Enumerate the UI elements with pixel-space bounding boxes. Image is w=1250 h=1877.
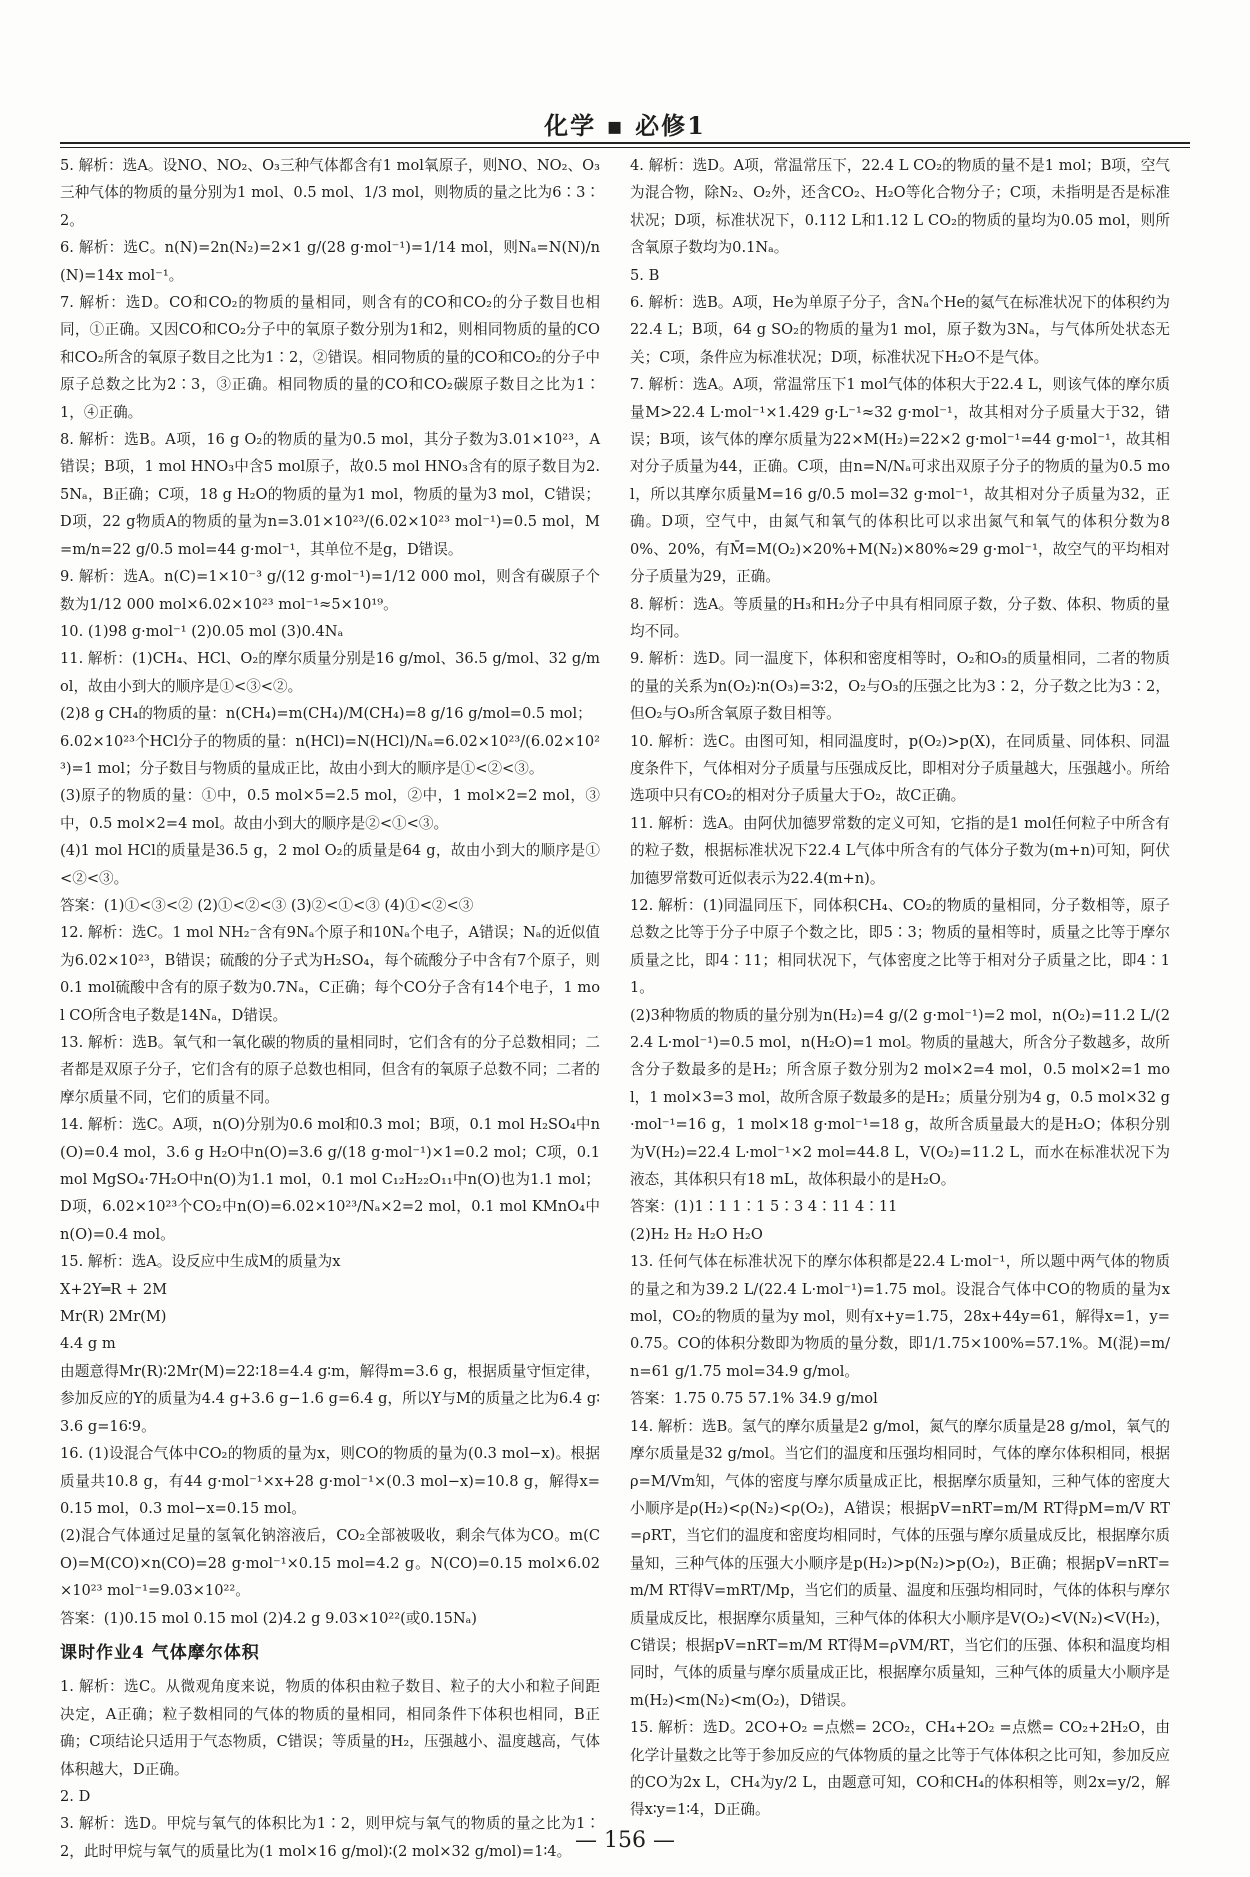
left-paragraph: 14. 解析：选C。A项，n(O)分别为0.6 mol和0.3 mol；B项，0.1 mol H₂SO₄中n(O)=0.4 mol，3.6 g H₂O中n(O)=3.6 g/(18 g·mol⁻¹)×1=0.2 mol；C项，0.1 mol MgSO₄·7H₂O中n(O)为1.1 mol，0.1 mol C₁₂H₂₂O₁₁中n(O)也为1.1 mol；D项，6.02×10²³个CO₂中n(O)=6.02×10²³/Nₐ×2=2 mol，0.1 mol KMnO₄中n(O)=0.4 mol。: [60, 1116, 600, 1243]
left-paragraph: 13. 解析：选B。氧气和一氧化碳的物质的量相同时，它们含有的分子总数相同；二者都是双原子分子，它们含有的原子总数也相同，但含有的氧原子总数不同；二者的摩尔质量不同，它们的质量不同。: [60, 1034, 600, 1106]
left-paragraph: 8. 解析：选B。A项，16 g O₂的物质的量为0.5 mol，其分子数为3.01×10²³，A错误；B项，1 mol HNO₃中含5 mol原子，故0.5 mol HNO₃含有的原子数目为2.5Nₐ，B正确；C项，18 g H₂O的物质的量为1 mol，物质的量为3 mol，C错误；D项，22 g物质A的物质的量为n=3.01×10²³/(6.02×10²³ mol⁻¹)=0.5 mol，M=m/n=22 g/0.5 mol=44 g·mol⁻¹，其单位不是g，D错误。: [60, 431, 600, 558]
right-paragraph: 14. 解析：选B。氢气的摩尔质量是2 g/mol，氮气的摩尔质量是28 g/mol，氧气的摩尔质量是32 g/mol。当它们的温度和压强均相同时，气体的摩尔体积相同，根据ρ=M/Vm知，气体的密度与摩尔质量成正比，根据摩尔质量知，三种气体的密度大小顺序是ρ(H₂)<ρ(N₂)<ρ(O₂)，A错误；根据pV=nRT=m/M RT得pM=m/V RT=ρRT，当它们的温度和密度均相同时，气体的压强与摩尔质量成反比，根据摩尔质量知，三种气体的压强大小顺序是p(H₂)>p(N₂)>p(O₂)，B正确；根据pV=nRT=m/M RT得V=mRT/Mp，当它们的质量、温度和压强均相同时，气体的体积与摩尔质量成反比，根据摩尔质量知，三种气体的体积大小顺序是V(O₂)<V(N₂)<V(H₂)，C错误；根据pV=nRT=m/M RT得M=ρVM/RT，当它们的压强、体积和温度均相同时，气体的质量与摩尔质量成正比，根据摩尔质量知，三种气体的质量大小顺序是m(H₂)<m(N₂)<m(O₂)，D错误。: [630, 1417, 1170, 1709]
right-paragraph: 答案：1.75 0.75 57.1% 34.9 g/mol: [630, 1390, 878, 1408]
left-paragraph: 2. D: [60, 1787, 91, 1805]
left-paragraph: 5. 解析：选A。设NO、NO₂、O₃三种气体都含有1 mol氧原子，则NO、NO₂、O₃三种气体的物质的量分别为1 mol、0.5 mol、1/3 mol，则物质的量之比为6∶3∶2。: [60, 157, 600, 229]
right-paragraph: 8. 解析：选A。等质量的H₃和H₂分子中具有相同原子数，分子数、体积、物质的量均不同。: [630, 595, 1170, 640]
left-paragraph: 6. 解析：选C。n(N)=2n(N₂)=2×1 g/(28 g·mol⁻¹)=1/14 mol，则Nₐ=N(N)/n(N)=14x mol⁻¹。: [60, 239, 600, 284]
right-paragraph: 13. 任何气体在标准状况下的摩尔体积都是22.4 L·mol⁻¹，所以题中两气体的物质的量之和为39.2 L/(22.4 L·mol⁻¹)=1.75 mol。设混合气体中CO的物质的量为x mol，CO₂的物质的量为y mol，则有x+y=1.75，28x+44y=61，解得x=1，y=0.75。CO的体积分数即为物质的量分数，即1/1.75×100%=57.1%。M(混)=m/n=61 g/1.75 mol=34.9 g/mol。: [630, 1253, 1170, 1380]
left-paragraph: 1. 解析：选C。从微观角度来说，物质的体积由粒子数目、粒子的大小和粒子间距决定，A正确；粒子数相同的气体的物质的量相同，相同条件下体积也相同，B正确；C项结论只适用于气态物质，C错误；等质量的H₂，压强越小、温度越高，气体体积越大，D正确。: [60, 1678, 600, 1778]
right-paragraph: 15. 解析：选D。2CO+O₂ =点燃= 2CO₂，CH₄+2O₂ =点燃= CO₂+2H₂O，由化学计量数之比等于参加反应的气体物质的量之比等于气体体积之比可知，参加反应的CO为2x L，CH₄为y/2 L，由题意可知，CO和CH₄的体积相等，则2x=y/2，解得x∶y=1∶4，D正确。: [630, 1719, 1170, 1819]
right-paragraph: 10. 解析：选C。由图可知，相同温度时，p(O₂)>p(X)，在同质量、同体积、同温度条件下，气体相对分子质量与压强成反比，即相对分子质量越大，压强越小。所给选项中只有CO₂的相对分子质量大于O₂，故C正确。: [630, 732, 1170, 805]
left-paragraph: (3)原子的物质的量：①中，0.5 mol×5=2.5 mol，②中，1 mol×2=2 mol，③中，0.5 mol×2=4 mol。故由小到大的顺序是②<①<③。: [60, 787, 600, 832]
left-paragraph: (4)1 mol HCl的质量是36.5 g，2 mol O₂的质量是64 g，故由小到大的顺序是①<②<③。: [60, 842, 600, 887]
right-paragraph: 4. 解析：选D。A项，常温常压下，22.4 L CO₂的物质的量不是1 mol；B项，空气为混合物，除N₂、O₂外，还含CO₂、H₂O等化合物分子；C项，未指明是否是标准状况；D项，标准状况下，0.112 L和1.12 L CO₂的物质的量均为0.05 mol，则所含氧原子数均为0.1Nₐ。: [630, 157, 1170, 257]
right-paragraph: 12. 解析：(1)同温同压下，同体积CH₄、CO₂的物质的量相同，分子数相等，原子总数之比等于分子中原子个数之比，即5∶3；物质的量相等时，质量之比等于摩尔质量之比，即4∶11；相同状况下，气体密度之比等于相对分子质量之比，即4∶11。: [630, 896, 1170, 997]
left-paragraph: 9. 解析：选A。n(C)=1×10⁻³ g/(12 g·mol⁻¹)=1/12 000 mol，则含有碳原子个数为1/12 000 mol×6.02×10²³ mol⁻¹≈5×10¹⁹。: [60, 568, 600, 613]
left-paragraph: 3. 解析：选D。甲烷与氧气的体积比为1∶2，则甲烷与氧气的物质的量之比为1∶2，此时甲烷与氧气的质量比为(1 mol×16 g/mol)∶(2 mol×32 g/mol)=1∶4。: [60, 1815, 600, 1860]
right-paragraph: 11. 解析：选A。由阿伏加德罗常数的定义可知，它指的是1 mol任何粒子中所含有的粒子数，根据标准状况下22.4 L气体中所含有的气体分子数为(m+n)可知，阿伏加德罗常数可近似表示为22.4(m+n)。: [630, 814, 1170, 887]
left-paragraph: Mr(R) 2Mr(M): [60, 1308, 167, 1326]
left-paragraph: X+2Y═R + 2M: [60, 1280, 168, 1298]
left-paragraph: 10. (1)98 g·mol⁻¹ (2)0.05 mol (3)0.4Nₐ: [60, 622, 344, 640]
header-rule: [60, 142, 1190, 144]
left-paragraph: (2)混合气体通过足量的氢氧化钠溶液后，CO₂全部被吸收，剩余气体为CO。m(CO)=M(CO)×n(CO)=28 g·mol⁻¹×0.15 mol=4.2 g。N(CO)=0.15 mol×6.02×10²³ mol⁻¹=9.03×10²²。: [60, 1527, 600, 1600]
right-column: [630, 152, 1170, 1819]
left-paragraph: 11. 解析：(1)CH₄、HCl、O₂的摩尔质量分别是16 g/mol、36.5 g/mol、32 g/mol，故由小到大的顺序是①<③<②。: [60, 650, 600, 695]
left-paragraph: 16. (1)设混合气体中CO₂的物质的量为x，则CO的物质的量为(0.3 mol−x)。根据质量共10.8 g，有44 g·mol⁻¹×x+28 g·mol⁻¹×(0.3 mol−x)=10.8 g，解得x=0.15 mol，0.3 mol−x=0.15 mol。: [60, 1445, 600, 1517]
page-number: — 156 —: [575, 1828, 675, 1853]
left-paragraph: 由题意得Mr(R)∶2Mr(M)=22∶18=4.4 g∶m，解得m=3.6 g，根据质量守恒定律，参加反应的Y的质量为4.4 g+3.6 g−1.6 g=6.4 g，所以Y与M的质量之比为6.4 g∶3.6 g=16∶9。: [60, 1362, 600, 1435]
left-paragraph: (2)8 g CH₄的物质的量：n(CH₄)=m(CH₄)/M(CH₄)=8 g/16 g/mol=0.5 mol；: [60, 705, 592, 723]
right-paragraph: (2)H₂ H₂ H₂O H₂O: [630, 1225, 763, 1243]
right-paragraph: 9. 解析：选D。同一温度下，体积和密度相等时，O₂和O₃的质量相同，二者的物质的量的关系为n(O₂)∶n(O₃)=3∶2，O₂与O₃的压强之比为3∶2，分子数之比为3∶2，但O₂与O₃所含氧原子数目相等。: [630, 650, 1170, 723]
header-title: 化学 ▪ 必修1: [544, 111, 706, 140]
left-paragraph: 答案：(1)①<③<② (2)①<②<③ (3)②<①<③ (4)①<②<③: [60, 896, 474, 914]
right-paragraph: 5. B: [630, 266, 660, 284]
right-paragraph: 答案：(1)1∶1 1∶1 5∶3 4∶11 4∶11: [630, 1198, 898, 1216]
left-paragraph: 7. 解析：选D。CO和CO₂的物质的量相同，则含有的CO和CO₂的分子数目也相同，①正确。又因CO和CO₂分子中的氧原子数分别为1和2，则相同物质的量的CO和CO₂所含的氧原子数目之比为1∶2，②错误。相同物质的量的CO和CO₂的分子中原子总数之比为2∶3，③正确。相同物质的量的CO和CO₂碳原子数目之比为1∶1，④正确。: [60, 294, 600, 421]
right-paragraph: (2)3种物质的物质的量分别为n(H₂)=4 g/(2 g·mol⁻¹)=2 mol，n(O₂)=11.2 L/(22.4 L·mol⁻¹)=0.5 mol，n(H₂O)=1 mol。物质的量越大，所含分子数越多，故所含分子数最多的是H₂；所含原子数分别为2 mol×2=4 mol，0.5 mol×2=1 mol，1 mol×3=3 mol，故所含原子数最多的是H₂；质量分别为4 g，0.5 mol×32 g·mol⁻¹=16 g，1 mol×18 g·mol⁻¹=18 g，故所含质量最大的是H₂O；体积分别为V(H₂)=22.4 L·mol⁻¹×2 mol=44.8 L，V(O₂)=11.2 L，而水在标准状况下为液态，其体积只有18 mL，故体积最小的是H₂O。: [630, 1006, 1170, 1189]
left-paragraph: 答案：(1)0.15 mol 0.15 mol (2)4.2 g 9.03×10²²(或0.15Nₐ): [60, 1609, 477, 1627]
left-column: [60, 152, 600, 1860]
right-paragraph: 7. 解析：选A。A项，常温常压下1 mol气体的体积大于22.4 L，则该气体的摩尔质量M>22.4 L·mol⁻¹×1.429 g·L⁻¹≈32 g·mol⁻¹，故其相对分子质量大于32，错误；B项，该气体的摩尔质量为22×M(H₂)=22×2 g·mol⁻¹=44 g·mol⁻¹，故其相对分子质量为44，正确。C项，由n=N/Nₐ可求出双原子分子的物质的量为0.5 mol，所以其摩尔质量M=16 g/0.5 mol=32 g·mol⁻¹，故其相对分子质量为32，正确。D项，空气中，由氮气和氧气的体积比可以求出氮气和氧气的体积分数为80%、20%，有M̄=M(O₂)×20%+M(N₂)×80%≈29 g·mol⁻¹，故空气的平均相对分子质量为29，正确。: [630, 376, 1170, 586]
right-paragraph: 6. 解析：选B。A项，He为单原子分子，含Nₐ个He的氦气在标准状况下的体积约为22.4 L；B项，64 g SO₂的物质的量为1 mol，原子数为3Nₐ，与气体所处状态无关；C项，条件应为标准状况；D项，标准状况下H₂O不是气体。: [630, 294, 1170, 366]
left-paragraph: 4.4 g m: [60, 1335, 116, 1353]
left-paragraph: 12. 解析：选C。1 mol NH₂⁻含有9Nₐ个原子和10Nₐ个电子，A错误；Nₐ的近似值为6.02×10²³，B错误；硫酸的分子式为H₂SO₄，每个硫酸分子中含有7个原子，则0.1 mol硫酸中含有的原子数为0.7Nₐ，C正确；每个CO分子含有14个电子，1 mol CO所含电子数是14Nₐ，D错误。: [60, 924, 600, 1024]
page-header: [60, 106, 1190, 146]
left-paragraph: 课时作业4 气体摩尔体积: [60, 1642, 260, 1663]
left-paragraph: 15. 解析：选A。设反应中生成M的质量为x: [60, 1253, 341, 1271]
left-paragraph: 6.02×10²³个HCl分子的物质的量：n(HCl)=N(HCl)/Nₐ=6.02×10²³/(6.02×10²³)=1 mol；分子数目与物质的量成正比，故由小到大的顺序是①<②<③。: [60, 732, 600, 777]
